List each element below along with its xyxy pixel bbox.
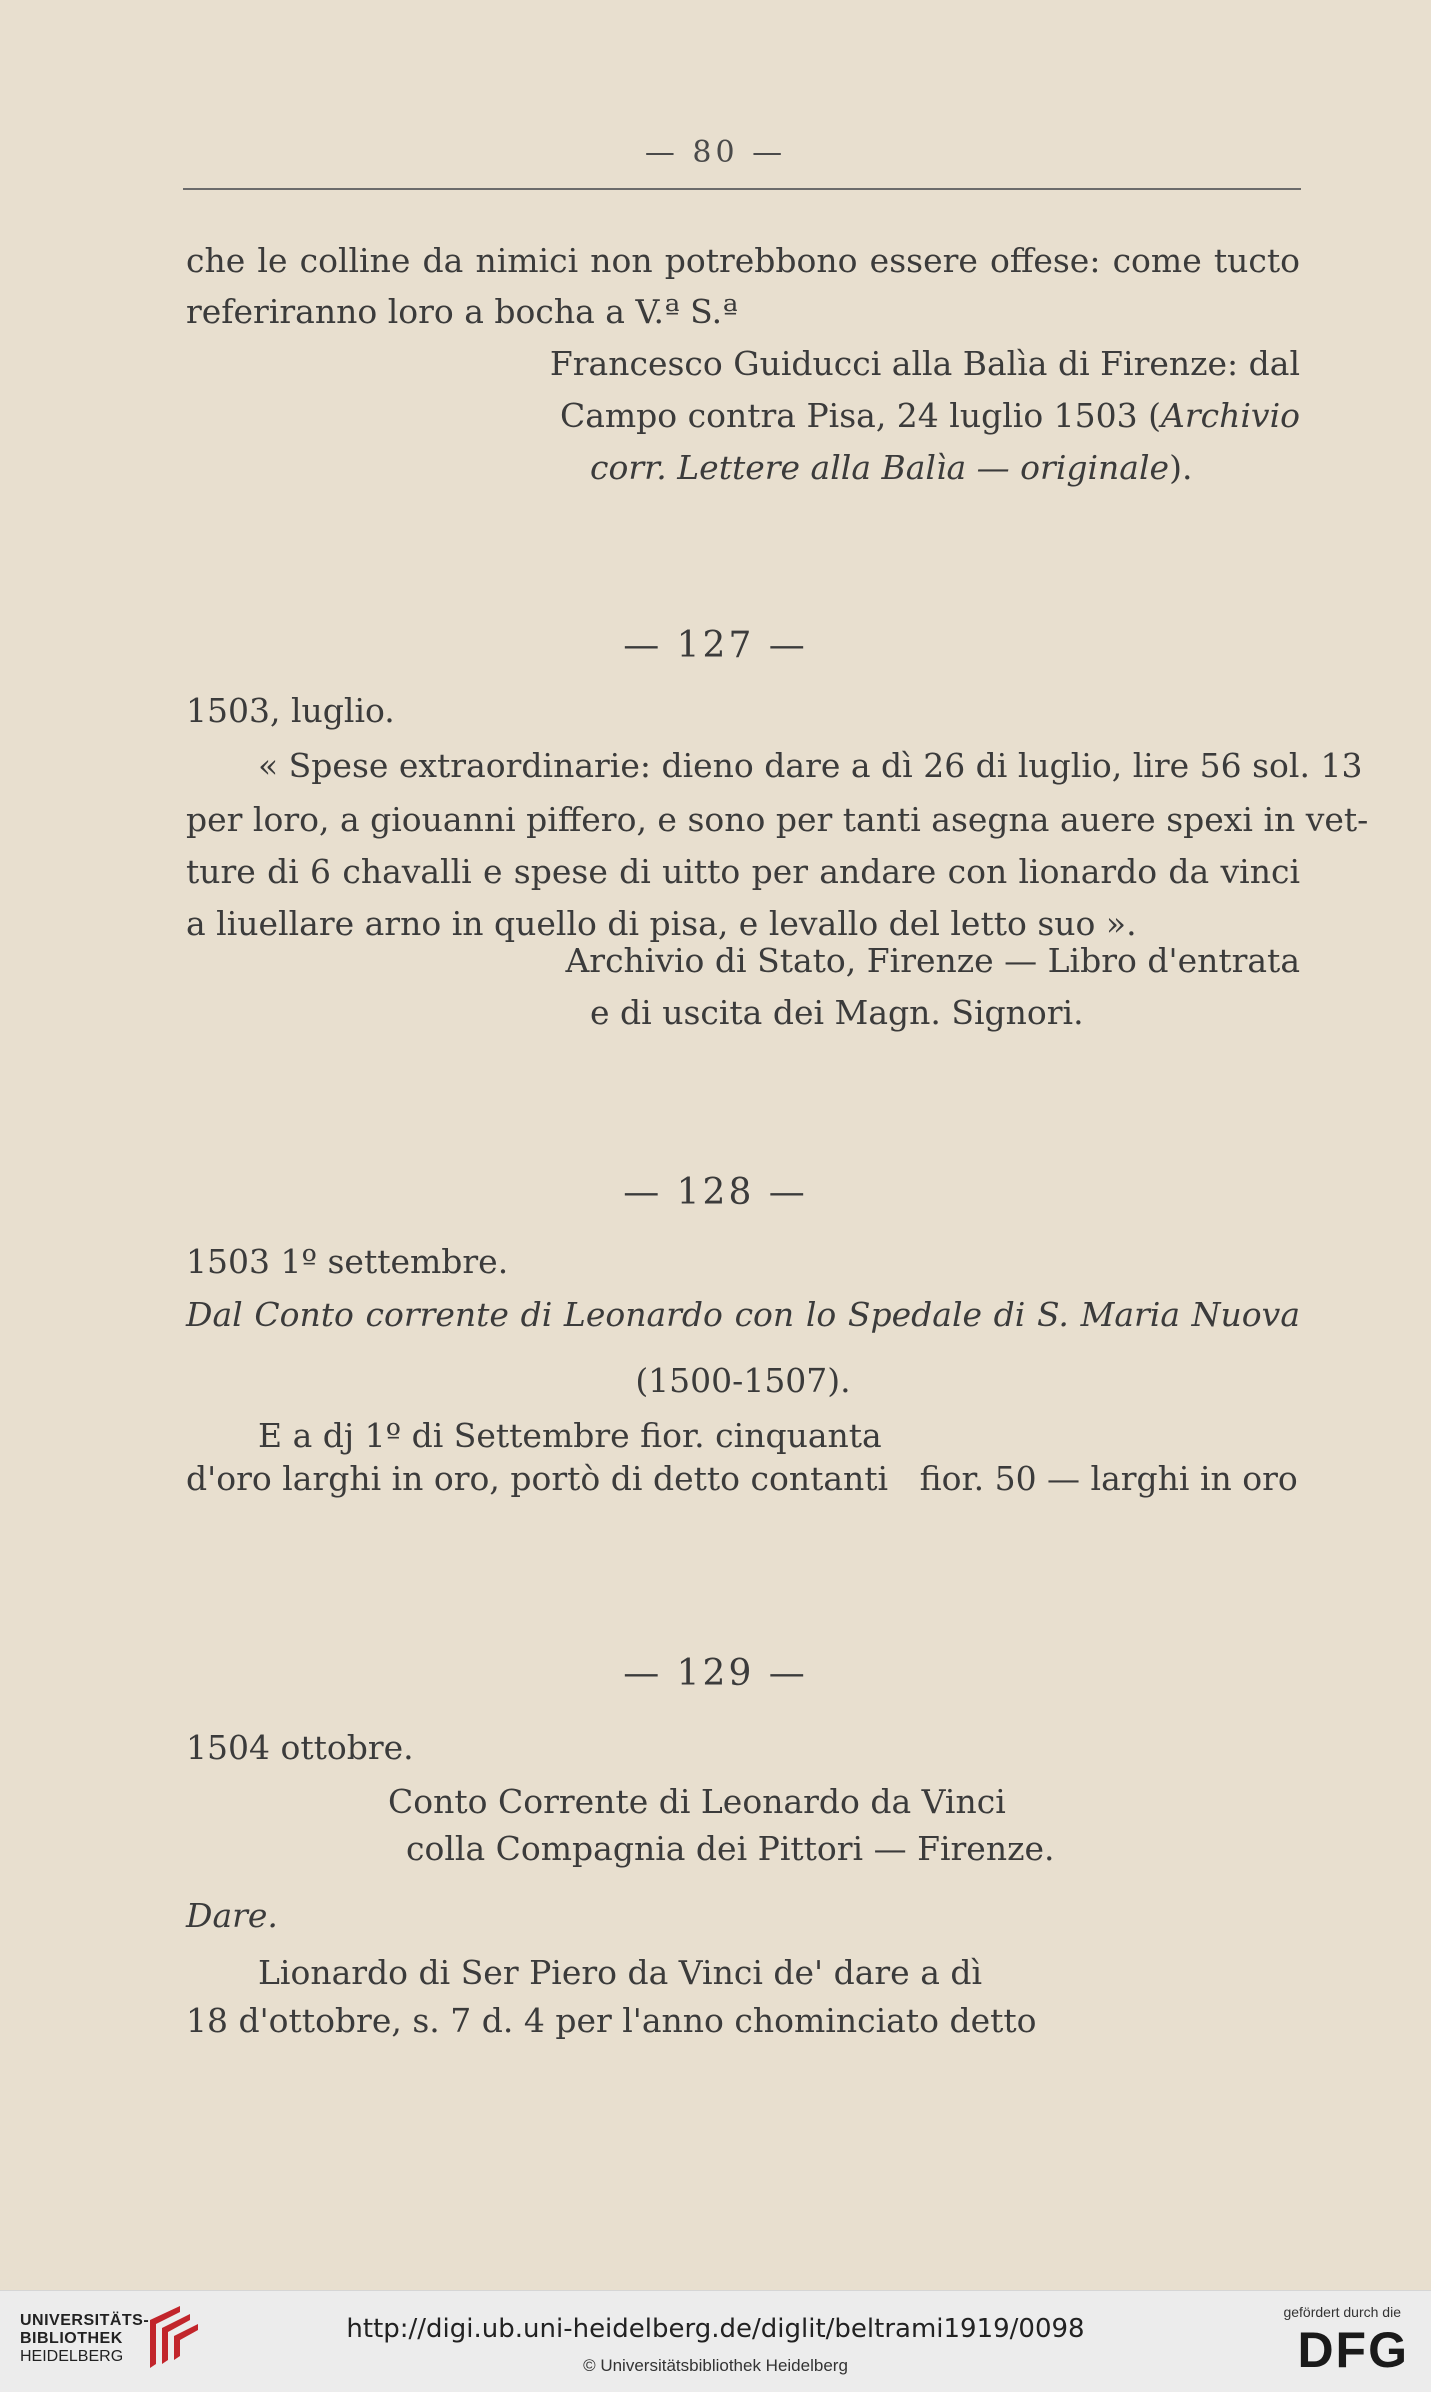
dfg-logo: DFG: [1297, 2322, 1409, 2378]
page-number: — 80 —: [644, 135, 787, 170]
text-line: ture di 6 chavalli e spese di uitto per andare con lionardo da vinci: [186, 852, 1300, 891]
entry-title: Conto Corrente di Leonardo da Vinci: [388, 1782, 1006, 1821]
text-line: E a dj 1º di Settembre fior. cinquanta: [258, 1416, 882, 1455]
source-text: Campo contra Pisa, 24 luglio 1503 (: [559, 396, 1162, 435]
source-line: Francesco Guiducci alla Balìa di Firenze: dal: [549, 344, 1300, 383]
permalink-url[interactable]: http://digi.ub.uni-heidelberg.de/diglit/beltrami1919/0098: [346, 2314, 1085, 2344]
source-italic: Archivio: [1161, 396, 1300, 435]
entry-date: 1503, luglio.: [186, 691, 395, 730]
copyright-notice: © Universitätsbibliothek Heidelberg: [583, 2356, 848, 2375]
header-rule: [183, 188, 1301, 190]
text-line: a liuellare arno in quello di pisa, e levallo del letto suo ».: [186, 904, 1137, 943]
dfg-caption: gefördert durch die: [1283, 2304, 1401, 2320]
library-line-3: HEIDELBERG: [20, 2348, 124, 2365]
source-line: e di uscita dei Magn. Signori.: [590, 993, 1084, 1032]
text-line: Lionardo di Ser Piero da Vinci de' dare a dì: [258, 1953, 983, 1992]
library-line-1: UNIVERSITÄTS-: [20, 2312, 150, 2329]
entry-title: colla Compagnia dei Pittori — Firenze.: [406, 1829, 1055, 1868]
text-line: referiranno loro a bocha a V.ª S.ª: [186, 292, 738, 331]
source-text: ).: [1169, 448, 1193, 487]
section-heading-129: — 129 —: [623, 1653, 808, 1694]
section-heading-128: — 128 —: [623, 1172, 808, 1213]
entry-label: Dare.: [186, 1896, 278, 1935]
text-line: « Spese extraordinarie: dieno dare a dì 26 di luglio, lire 56 sol. 13: [258, 746, 1363, 785]
source-line: [186, 388, 1300, 443]
source-italic: corr. Lettere alla Balìa — originale: [590, 448, 1170, 487]
text-line: per loro, a giouanni piffero, e sono per tanti asegna auere spexi in vet-: [186, 800, 1369, 839]
entry-date: 1503 1º settembre.: [186, 1242, 509, 1281]
text-line: d'oro larghi in oro, portò di detto contanti fior. 50 — larghi in oro: [186, 1459, 1298, 1498]
text-line: 18 d'ottobre, s. 7 d. 4 per l'anno chominciato detto: [186, 2001, 1037, 2040]
source-line: [590, 440, 1192, 495]
source-line: Archivio di Stato, Firenze — Libro d'entrata: [565, 941, 1300, 980]
entry-title: Dal Conto corrente di Leonardo con lo Spedale di S. Maria Nuova: [186, 1295, 1300, 1334]
section-heading-127: — 127 —: [623, 625, 808, 666]
entry-years: (1500-1507).: [635, 1361, 851, 1400]
entry-date: 1504 ottobre.: [186, 1728, 414, 1767]
library-line-2: BIBLIOTHEK: [20, 2330, 123, 2347]
text-line: che le colline da nimici non potrebbono essere offese: come tucto: [186, 241, 1300, 280]
